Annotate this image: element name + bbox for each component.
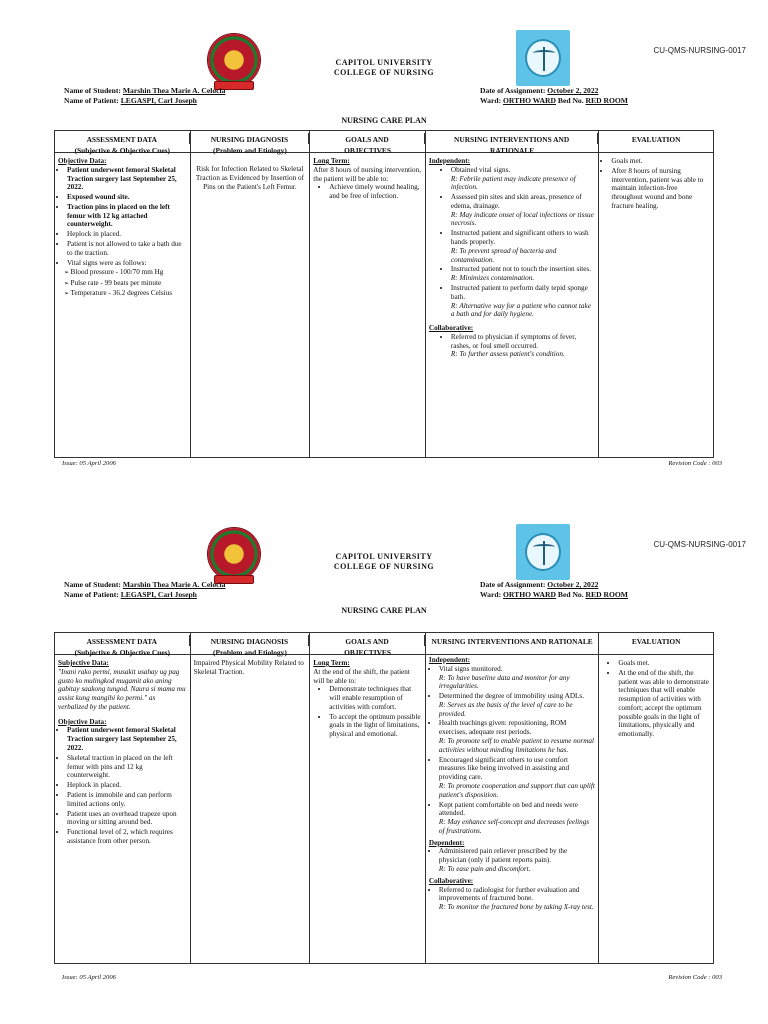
list-item: • Patient is immobile and can perform limited actions only. (67, 791, 187, 809)
label-patient: Name of Patient: (64, 96, 119, 106)
evaluation-item: • Goals met. (611, 157, 710, 166)
document-code: CU-QMS-NURSING-0017 (653, 540, 746, 549)
label-ward: Ward: (480, 590, 502, 600)
intervention-item: • Kept patient comfortable on bed and needs were attended. R: May enhance self-concept and decreases feelings of frustrations. (439, 801, 595, 836)
intervention-item: • Administered pain reliever prescribed by the physician (only if patient reports pain). R: To ease pain and discomfort. (439, 847, 595, 873)
care-plan-page-1 (0, 28, 768, 518)
intervention-item: • Assessed pin sites and skin areas, presence of edema, drainage. R: May indicate onset of local infections or tissue necrosis. (451, 193, 595, 228)
goal-item: • Demonstrate techniques that will enable resumption of activities with comfort. (329, 685, 422, 711)
goal-item: • To accept the optimum possible goals in the light of limitations, physical and emotional. (329, 713, 422, 739)
assignment-info (480, 86, 628, 107)
diagnosis-text: Risk for Infection Related to Skeletal Traction as Evidenced by Insertion of Pins on the Patient's Left Femur. (195, 165, 304, 191)
university-name: CAPITOL UNIVERSITY (335, 552, 433, 561)
assignment-info (480, 580, 628, 601)
dependent-title: Dependent: (428, 838, 465, 847)
patient-name: LEGASPI, Carl Joseph (120, 96, 197, 106)
intervention-item: • Determined the degree of immobility using ADLs. R: Serves as the basis of the level of care to be provided. (439, 692, 595, 718)
institution-header (0, 552, 768, 573)
collaborative-title: Collaborative: (428, 876, 474, 885)
list-item: • Traction pins in placed on the left femur with 12 kg attached counterweight. (67, 203, 187, 229)
independent-title: Independent: (428, 656, 471, 664)
list-item: • Patient underwent femoral Skeletal Traction surgery last September 25, 2022. (67, 726, 187, 752)
list-item: • Heplock in placed. (67, 230, 187, 239)
table-body (55, 153, 713, 457)
institution-header (0, 58, 768, 79)
intervention-item: • Vital signs monitored. R: To have baseline data and monitor for any irregularities. (439, 665, 595, 691)
label-bed: Bed No. (557, 590, 584, 600)
intervention-item: • Instructed patient to perform daily tepid sponge bath. R: Alternative way for a patient who cannot take a bath and for daily hygiene. (451, 284, 595, 319)
vital-sign-item: ➢ Pulse rate - 99 beats per minute (64, 279, 187, 288)
label-student: Name of Student: (64, 86, 121, 95)
label-bed: Bed No. (557, 96, 584, 106)
intervention-item: • Instructed patient and significant others to wash hands properly. R: To prevent spread of bacteria and contamination. (451, 229, 595, 264)
revision-code: Revision Code : 003 (668, 974, 722, 981)
care-plan-table (54, 632, 714, 964)
collaborative-title: Collaborative: (428, 324, 474, 333)
goals-cell (310, 655, 426, 963)
interventions-cell (426, 655, 599, 963)
diagnosis-cell (191, 153, 311, 457)
plan-title: NURSING CARE PLAN (341, 116, 427, 125)
care-plan-table (54, 130, 714, 458)
university-name: CAPITOL UNIVERSITY (335, 58, 433, 67)
subjective-data-title: Subjective Data: (58, 659, 109, 667)
student-info (64, 86, 225, 107)
goal-item: • Achieve timely wound healing, and be free of infection. (329, 183, 422, 201)
subjective-quote: "Inani rako permi, musakit usahay ug pag gusto ko mulingkod mugamit ako aning gabitay saakong tungod. Naura si mama mu assist kung mangihi ko permi." as verbalized by the patient. (58, 667, 186, 711)
bed-number: RED ROOM (585, 96, 628, 106)
intervention-item: • Referred to physician if symptoms of fever, rashes, or foul smell occurred. R: To further assess patient's condition. (451, 333, 595, 359)
assignment-date: October 2, 2022 (547, 86, 599, 95)
diagnosis-cell (191, 655, 311, 963)
list-item: • Vital signs were as follows: (67, 259, 187, 268)
evaluation-cell (599, 655, 713, 963)
revision-code: Revision Code : 003 (668, 460, 722, 467)
evaluation-item: • After 8 hours of nursing intervention, patient was able to maintain infection-free throughout wound and bone fracture healing. (611, 167, 710, 211)
table-header (55, 131, 713, 156)
header-assessment: ASSESSMENT DATA (Subjective & Objective Cues) (55, 131, 191, 152)
label-date: Date of Assignment: (480, 86, 546, 95)
student-name: Marshin Thea Marie A. Celocia (122, 580, 226, 589)
goal-text: At the end of the shift, the patient will be able to: (313, 667, 410, 685)
patient-name: LEGASPI, Carl Joseph (120, 590, 197, 600)
long-term-title: Long Term: (313, 659, 350, 667)
objective-data-title: Objective Data: (58, 157, 107, 165)
intervention-item: • Health teachings given: repositioning, ROM exercises, adequate rest periods. R: To promote self to enable patient to resume normal activities without minding limitations he has. (439, 719, 595, 754)
issue-date: Issue: 05 April 2006 (62, 974, 116, 981)
evaluation-cell (599, 153, 713, 457)
list-item: • Patient is not allowed to take a bath due to the traction. (67, 240, 187, 258)
label-student: Name of Student: (64, 580, 121, 589)
label-date: Date of Assignment: (480, 580, 546, 589)
evaluation-item: • At the end of the shift, the patient was able to demonstrate techniques that will enable resumption of activities with comfort; accept the optimum possible goals in the light of limitations, physically and emotionally. (618, 669, 710, 739)
diagnosis-text: Impaired Physical Mobility Related to Skeletal Traction. (193, 659, 304, 676)
label-ward: Ward: (480, 96, 502, 106)
document-code: CU-QMS-NURSING-0017 (653, 46, 746, 55)
bed-number: RED ROOM (585, 590, 628, 600)
intervention-item: • Obtained vital signs. R: Febrile patient may indicate presence of infection. (451, 166, 595, 192)
header-diagnosis: NURSING DIAGNOSIS (Problem and Etiology) (191, 131, 311, 152)
intervention-item: • Encouraged significant others to use comfort measures like being involved in assisting and providing care. R: To promote cooperation and support that can uplift patient's disposition. (439, 756, 595, 800)
header-diagnosis: NURSING DIAGNOSIS (Problem and Etiology) (191, 633, 311, 654)
interventions-cell (426, 153, 599, 457)
header-interventions: NURSING INTERVENTIONS AND RATIONALE (426, 633, 599, 654)
issue-date: Issue: 05 April 2006 (62, 460, 116, 467)
evaluation-item: • Goals met. (618, 659, 710, 668)
label-patient: Name of Patient: (64, 590, 119, 600)
long-term-title: Long Term: (313, 157, 350, 165)
list-item: • Patient underwent femoral Skeletal Traction surgery last September 25, 2022. (67, 166, 187, 192)
independent-title: Independent: (428, 157, 471, 165)
list-item: • Patient uses an overhead trapeze upon moving or sitting around bed. (67, 810, 187, 828)
header-evaluation: EVALUATION (631, 135, 681, 144)
student-name: Marshin Thea Marie A. Celocia (122, 86, 226, 95)
objective-data-title: Objective Data: (58, 717, 107, 726)
assignment-date: October 2, 2022 (547, 580, 599, 589)
goal-text: After 8 hours of nursing intervention, the patient will be able to: (313, 165, 422, 183)
college-name: COLLEGE OF NURSING (333, 68, 435, 78)
ward-name: ORTHO WARD (503, 96, 556, 106)
list-item: • Skeletal traction in placed on the left femur with pins and 12 kg counterweight. (67, 754, 187, 780)
table-body (55, 655, 713, 963)
list-item: • Functional level of 2, which requires assistance from other person. (67, 828, 187, 846)
list-item: • Heplock in placed. (67, 781, 187, 790)
header-interventions: NURSING INTERVENTIONS AND RATIONALE (426, 131, 599, 152)
intervention-item: • Instructed patient not to touch the insertion sites. R: Minimizes contamination. (451, 265, 595, 283)
vital-sign-item: ➢ Temperature - 36.2 degrees Celsius (64, 289, 187, 298)
ward-name: ORTHO WARD (503, 590, 556, 600)
list-item: • Exposed wound site. (67, 193, 187, 202)
page-footer (62, 974, 722, 982)
page-footer (62, 460, 722, 468)
header-evaluation: EVALUATION (631, 637, 681, 646)
assessment-cell (55, 153, 191, 457)
goals-cell (310, 153, 426, 457)
student-info (64, 580, 225, 601)
vital-sign-item: ➢ Blood pressure - 100/70 mm Hg (64, 268, 187, 277)
plan-title: NURSING CARE PLAN (341, 606, 427, 615)
header-goals: GOALS AND OBJECTIVES (310, 131, 426, 152)
header-assessment: ASSESSMENT DATA (Subjective & Objective Cues) (55, 633, 191, 654)
college-name: COLLEGE OF NURSING (333, 562, 435, 572)
assessment-cell (55, 655, 191, 963)
intervention-item: • Referred to radiologist for further evaluation and improvements of fractured bone. R: To monitor the fractured bone by taking X-ray test. (439, 886, 595, 912)
table-header (55, 633, 713, 658)
header-goals: GOALS AND OBJECTIVES (310, 633, 426, 654)
care-plan-page-2 (0, 522, 768, 1012)
